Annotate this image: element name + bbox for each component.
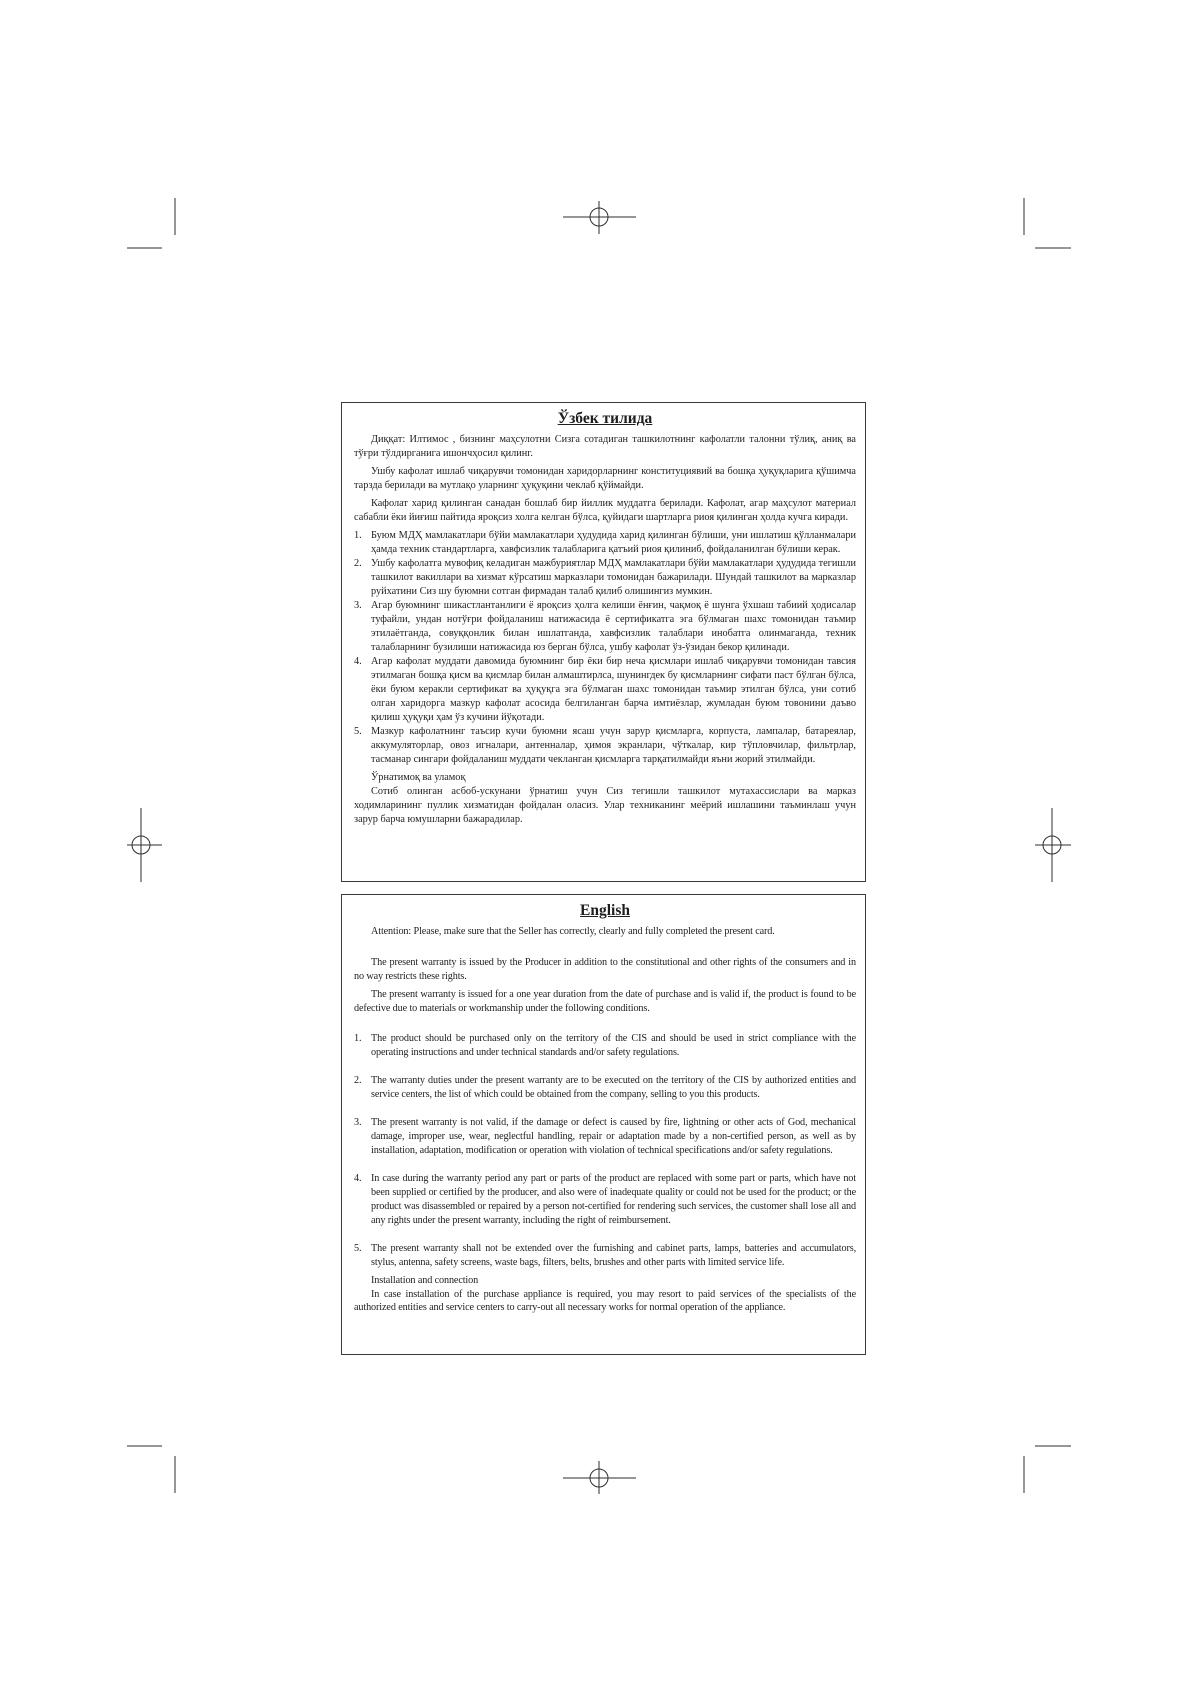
item-number: 3. [354, 1117, 362, 1128]
item-text: In case during the warranty period any part or parts of the product are replaced with some part or parts, which have not been supplied or certified by the producer, and also were of inadequate quality or could not be used for the product; or the product was disassembled or repaired by a person not-certified for rendering such services, the customer shall lose all and any rights under the present warranty, including the right of reimbursement. [371, 1173, 856, 1226]
item-text: The present warranty shall not be extended over the furnishing and cabinet parts, lamps, batteries and accumulators, stylus, antenna, safety screens, waste bags, filters, belts, brushes and other parts with limited service life. [371, 1243, 856, 1268]
intro-paragraph: Диққат: Илтимос , бизнинг маҳсулотни Сизга сотадиган ташкилотнинг кафолатли талонни тўлиқ, аниқ ва тўғри тўлдирганига ишончҳосил қилинг. [354, 434, 856, 459]
item-text: Агар кафолат муддати давомида буюмнинг бир ёки бир неча қисмлари ишлаб чиқарувчи томонидан тавсия этилмаган бошқа қисм ва қисмлар билан алмаштирлса, шунингдек бу қисмларнинг сифати паст бўлган бўлса, ёки буюм керакли сертификат ва ҳуқуқга эга бўлмаган шахс томонидан таъмир этилган бўлса, уни сотиб олган харидорга мазкур кафолат асосида белгиланган барча имтиёзлар, жумладан буюм товонини даъво қилиш ҳуқуқи ҳам ўз кучини йўқотади. [371, 656, 856, 723]
section-title: English [580, 902, 630, 919]
item-text: The present warranty is not valid, if the damage or defect is caused by fire, lightning or other acts of God, mechanical damage, improper use, wear, neglectful handling, repair or adaptation made by a non-certified person, as well as by installation, adaptation, modification or operation with violation of technical specifications and/or safety regulations. [371, 1117, 856, 1156]
item-number: 4. [354, 1173, 362, 1184]
condition-item [354, 655, 856, 725]
condition-item [354, 1032, 856, 1060]
condition-item [354, 1074, 856, 1102]
item-number: 2. [354, 1075, 362, 1086]
crop-mark-bottom-left [127, 1446, 175, 1493]
registration-mark-right [1035, 808, 1071, 882]
uzbek-warranty-section [341, 402, 866, 882]
condition-item [354, 1116, 856, 1158]
english-warranty-section [341, 894, 866, 1355]
conditions-list [354, 1032, 856, 1270]
item-number: 1. [354, 530, 362, 541]
item-text: Агар буюмнинг шикастлантанлиги ё яроқсиз ҳолга келиши ёнғин, чақмоқ ё шунга ўхшаш табиий ҳодисалар туфайли, ундан нотўғри фойдаланиш натижасида ё сертификатга эга бўлмаган шахс томонидан таъмир этилаётганда, совуққонлик билан ишлатганда, хавфсизлик талаблари инобатга олинмаганда, техник талабларнинг бузилиши натижасида юз берган бўлса, ушбу кафолат ўз-ўзидан бекор қилинади. [371, 600, 856, 653]
registration-circle [590, 1469, 608, 1487]
registration-circle [590, 208, 608, 226]
crop-mark-bottom-right [1024, 1446, 1071, 1493]
registration-circle [1043, 836, 1061, 854]
registration-mark-left [127, 808, 162, 882]
crop-mark-top-right [1024, 198, 1071, 248]
registration-mark-top [563, 201, 636, 234]
item-number: 4. [354, 656, 362, 667]
condition-item [354, 1242, 856, 1270]
item-number: 2. [354, 558, 362, 569]
item-text: Мазкур кафолатнинг таъсир кучи буюмни ясаш учун зарур қисмларга, корпуста, лампалар, батареялар, аккумуляторлар, овоз игналари, антенналар, ҳимоя экранлари, чўткалар, кир тўпловчилар, фильтрлар, тасманар сингари фойдаланиш муддати чекланган қисмларга тарқатилмайди яъни жорий этилмайди. [371, 726, 856, 765]
registration-circle [132, 836, 150, 854]
item-number: 1. [354, 1033, 362, 1044]
intro-paragraph: The present warranty is issued for a one year duration from the date of purchase and is valid if, the product is found to be defective due to materials or workmanship under the following conditions. [354, 989, 856, 1014]
installation-text: In case installation of the purchase appliance is required, you may resort to paid services of the specialists of the authorized entities and service centers to carry-out all necessary works for normal operation of the appliance. [354, 1289, 856, 1313]
condition-item [354, 529, 856, 557]
installation-heading: Installation and connection [371, 1275, 479, 1286]
intro-paragraph: Кафолат харид қилинган санадан бошлаб бир йиллик муддатга берилади. Кафолат, агар маҳсулот материал сабабли ёки йиғиш пайтида яроқсиз холга келган бўлса, қуйидаги шартларга риоя қилинган ҳолда кучга киради. [354, 498, 856, 523]
installation-text: Сотиб олинган асбоб-ускунани ўрнатиш учун Сиз тегишли ташкилот мутахассислари ва марказ ходимларининг пуллик хизматидан фойдалан оласиз. Улар техниканинг меёрий ишлашини таъминлаш учун зарур барча юмушларни бажарадилар. [354, 786, 856, 825]
registration-mark-bottom [563, 1461, 636, 1494]
condition-item [354, 599, 856, 655]
condition-item [354, 1172, 856, 1228]
crop-mark-top-left [127, 198, 175, 248]
attention-note: Attention: Please, make sure that the Seller has correctly, clearly and fully completed the present card. [371, 926, 775, 937]
item-text: The warranty duties under the present warranty are to be executed on the territory of the CIS by authorized entities and service centers, the list of which could be obtained from the company, selling to you this products. [371, 1075, 856, 1100]
installation-heading: Ўрнатимоқ ва уламоқ [371, 772, 466, 783]
item-text: The product should be purchased only on the territory of the CIS and should be used in strict compliance with the operating instructions and under technical standards and/or safety regulations. [371, 1033, 856, 1058]
item-number: 5. [354, 1243, 362, 1254]
condition-item [354, 557, 856, 599]
condition-item [354, 725, 856, 767]
item-text: Ушбу кафолатга мувофиқ келадиган мажбуриятлар МДҲ мамлакатлари бўйи мамлакатлари ҳудудида тегишли ташкилот вакиллари ва хизмат кўрсатиш марказлари томонидан бажарилади. Шундай ташкилот ва марказлар руйхатини Сиз шу буюмни сотган фирмадан талаб қилиб олишингиз мумкин. [371, 558, 856, 597]
item-text: Буюм МДҲ мамлакатлари бўйи мамлакатлари ҳудудида харид қилинган бўлиши, уни ишлатиш қўлланмалари ҳамда техник стандартларга, хавфсизлик талабларига қатъий риоя қилиниб, фойдаланилган бўлиши керак. [371, 530, 856, 555]
item-number: 3. [354, 600, 362, 611]
item-number: 5. [354, 726, 362, 737]
intro-paragraph: Ушбу кафолат ишлаб чиқарувчи томонидан харидорларнинг конституциявий ва бошқа ҳуқуқларига қўшимча тарзда берилади ва мутлақо уларнинг ҳуқуқини чеклаб қўймайди. [354, 466, 856, 491]
section-title: Ўзбек тилида [557, 410, 653, 427]
intro-paragraph: The present warranty is issued by the Producer in addition to the constitutional and other rights of the consumers and in no way restricts these rights. [354, 957, 856, 982]
conditions-list [354, 529, 856, 767]
